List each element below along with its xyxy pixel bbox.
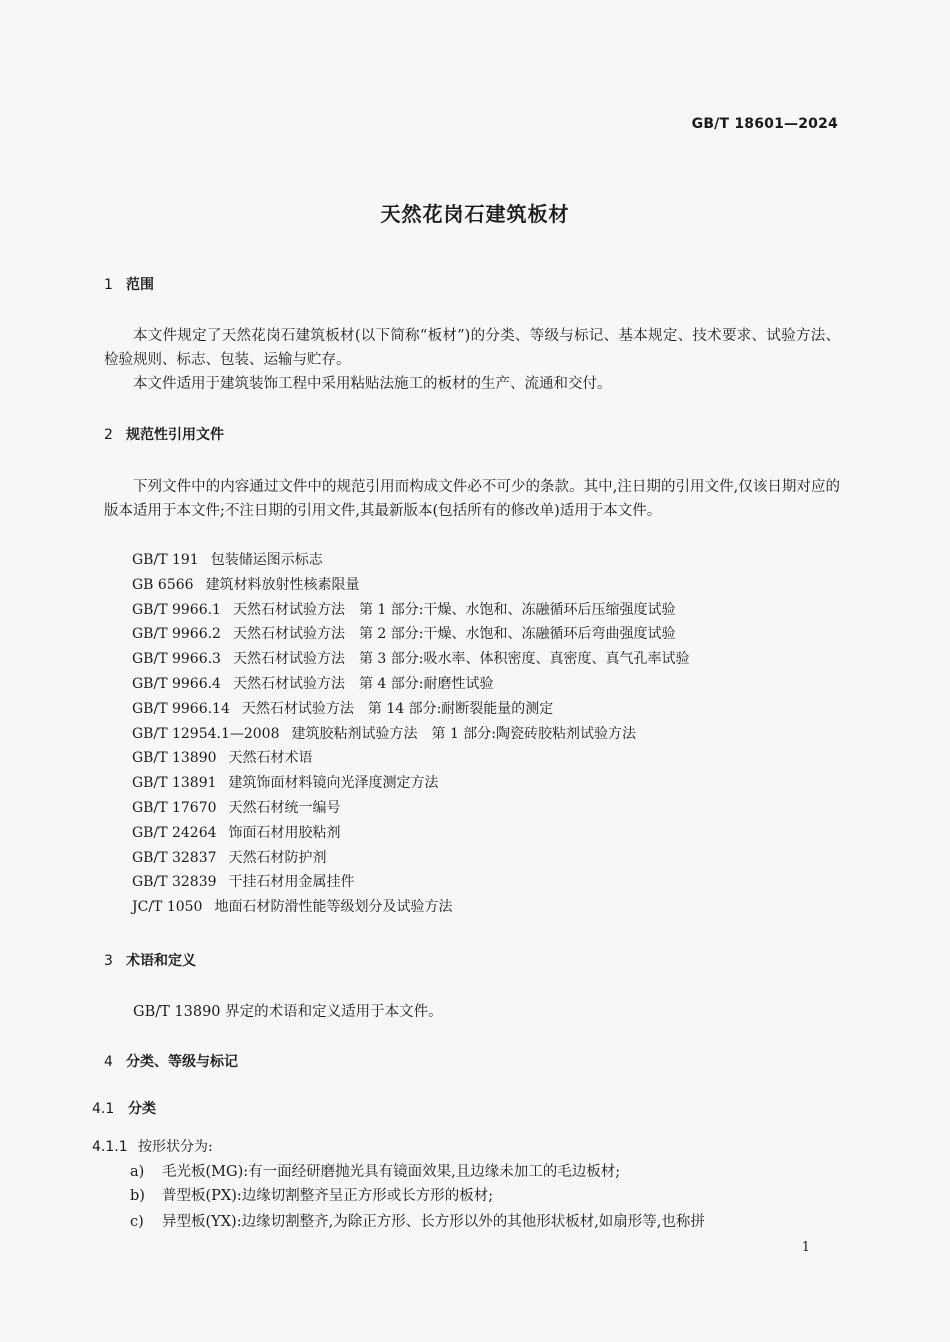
list-item-label: b) [130,1188,145,1204]
reference-item [132,821,690,846]
list-item-text: 毛光板(MG):有一面经研磨抛光具有镜面效果,且边缘未加工的毛边板材; [162,1164,621,1180]
reference-title: 天然石材试验方法 第 4 部分:耐磨性试验 [232,675,494,692]
reference-title: 建筑饰面材料镜向光泽度测定方法 [228,775,439,792]
reference-title: 建筑胶粘剂试验方法 第 1 部分:陶瓷砖胶粘剂试验方法 [291,725,637,742]
section-title: 按形状分为: [138,1139,213,1155]
normative-reference-list [132,548,690,920]
terms-paragraph: GB/T 13890 界定的术语和定义适用于本文件。 [133,1004,443,1020]
reference-code: GB/T 9966.3 [132,651,221,668]
list-item [130,1160,842,1184]
section-1-heading [104,274,154,294]
section-2-heading [104,424,224,444]
section-number: 4.1.1 [92,1139,128,1155]
reference-code: GB/T 12954.1—2008 [132,725,280,742]
list-item [130,1184,842,1208]
list-item-label: a) [130,1164,145,1180]
list-item-label: c) [130,1214,144,1230]
section-4-heading [104,1051,238,1071]
reference-item [132,771,690,796]
reference-item [132,722,690,747]
reference-code: GB/T 13891 [132,775,217,792]
reference-title: 天然石材试验方法 第 14 部分:耐断裂能量的测定 [241,700,554,717]
reference-code: GB/T 9966.4 [132,675,221,692]
reference-title: 建筑材料放射性核素限量 [205,576,360,593]
reference-item [132,870,690,895]
list-item-text: 异型板(YX):边缘切割整齐,为除正方形、长方形以外的其他形状板材,如扇形等,也称拼 [162,1214,705,1230]
reference-title: 包装储运图示标志 [210,552,323,568]
section-title: 分类、等级与标记 [126,1054,238,1070]
list-item-text: 普型板(PX):边缘切割整齐呈正方形或长方形的板材; [162,1188,494,1204]
list-item [130,1210,842,1234]
scope-paragraph-1: 本文件规定了天然花岗石建筑板材(以下简称“板材”)的分类、等级与标记、基本规定、技术要求、试验方法、检验规则、标志、包装、运输与贮存。 [104,328,840,368]
reference-item [132,598,690,623]
section-number: 2 [104,427,113,443]
standard-number: GB/T 18601—2024 [691,116,838,132]
section-number: 1 [104,277,113,293]
reference-item [132,548,690,573]
reference-code: GB 6566 [132,576,194,593]
reference-item [132,746,690,771]
reference-item [132,796,690,821]
reference-title: 天然石材统一编号 [228,799,341,816]
reference-code: GB/T 17670 [132,799,217,816]
reference-item [132,647,690,672]
section-title: 规范性引用文件 [126,427,224,443]
section-number: 3 [104,953,113,969]
reference-item [132,697,690,722]
reference-item [132,573,690,598]
document-title: 天然花岗石建筑板材 [380,202,570,226]
reference-item [132,895,690,920]
reference-title: 地面石材防滑性能等级划分及试验方法 [214,899,453,916]
section-title: 范围 [126,277,154,293]
reference-code: JC/T 1050 [132,899,203,916]
section-title: 术语和定义 [126,953,196,969]
reference-title: 天然石材防护剂 [228,849,327,866]
section-title: 分类 [128,1101,156,1117]
section-3-heading [104,950,196,970]
reference-item [132,846,690,871]
reference-code: GB/T 9966.2 [132,626,221,643]
reference-code: GB/T 9966.14 [132,700,230,717]
reference-code: GB/T 32837 [132,849,217,866]
section-number: 4.1 [92,1101,115,1117]
reference-title: 天然石材试验方法 第 2 部分:干燥、水饱和、冻融循环后弯曲强度试验 [232,626,676,643]
reference-item [132,672,690,697]
reference-code: GB/T 32839 [132,874,217,891]
reference-title: 天然石材术语 [228,750,313,767]
reference-title: 干挂石材用金属挂件 [228,874,355,891]
reference-code: GB/T 9966.1 [132,601,221,618]
scope-paragraph-2: 本文件适用于建筑装饰工程中采用粘贴法施工的板材的生产、流通和交付。 [133,376,612,392]
section-4-1-1-heading [92,1136,213,1156]
reference-title: 天然石材试验方法 第 1 部分:干燥、水饱和、冻融循环后压缩强度试验 [232,601,676,618]
section-4-1-heading [92,1098,156,1118]
reference-code: GB/T 191 [132,552,199,568]
reference-title: 天然石材试验方法 第 3 部分:吸水率、体积密度、真密度、真气孔率试验 [232,651,690,668]
page-number: 1 [801,1240,810,1255]
reference-item [132,622,690,647]
section-number: 4 [104,1054,113,1070]
reference-code: GB/T 13890 [132,750,217,767]
reference-code: GB/T 24264 [132,824,217,841]
reference-title: 饰面石材用胶粘剂 [228,824,341,841]
references-intro: 下列文件中的内容通过文件中的规范引用而构成文件必不可少的条款。其中,注日期的引用文件,仅该日期对应的版本适用于本文件;不注日期的引用文件,其最新版本(包括所有的修改单)适用于本文件。 [104,479,840,519]
